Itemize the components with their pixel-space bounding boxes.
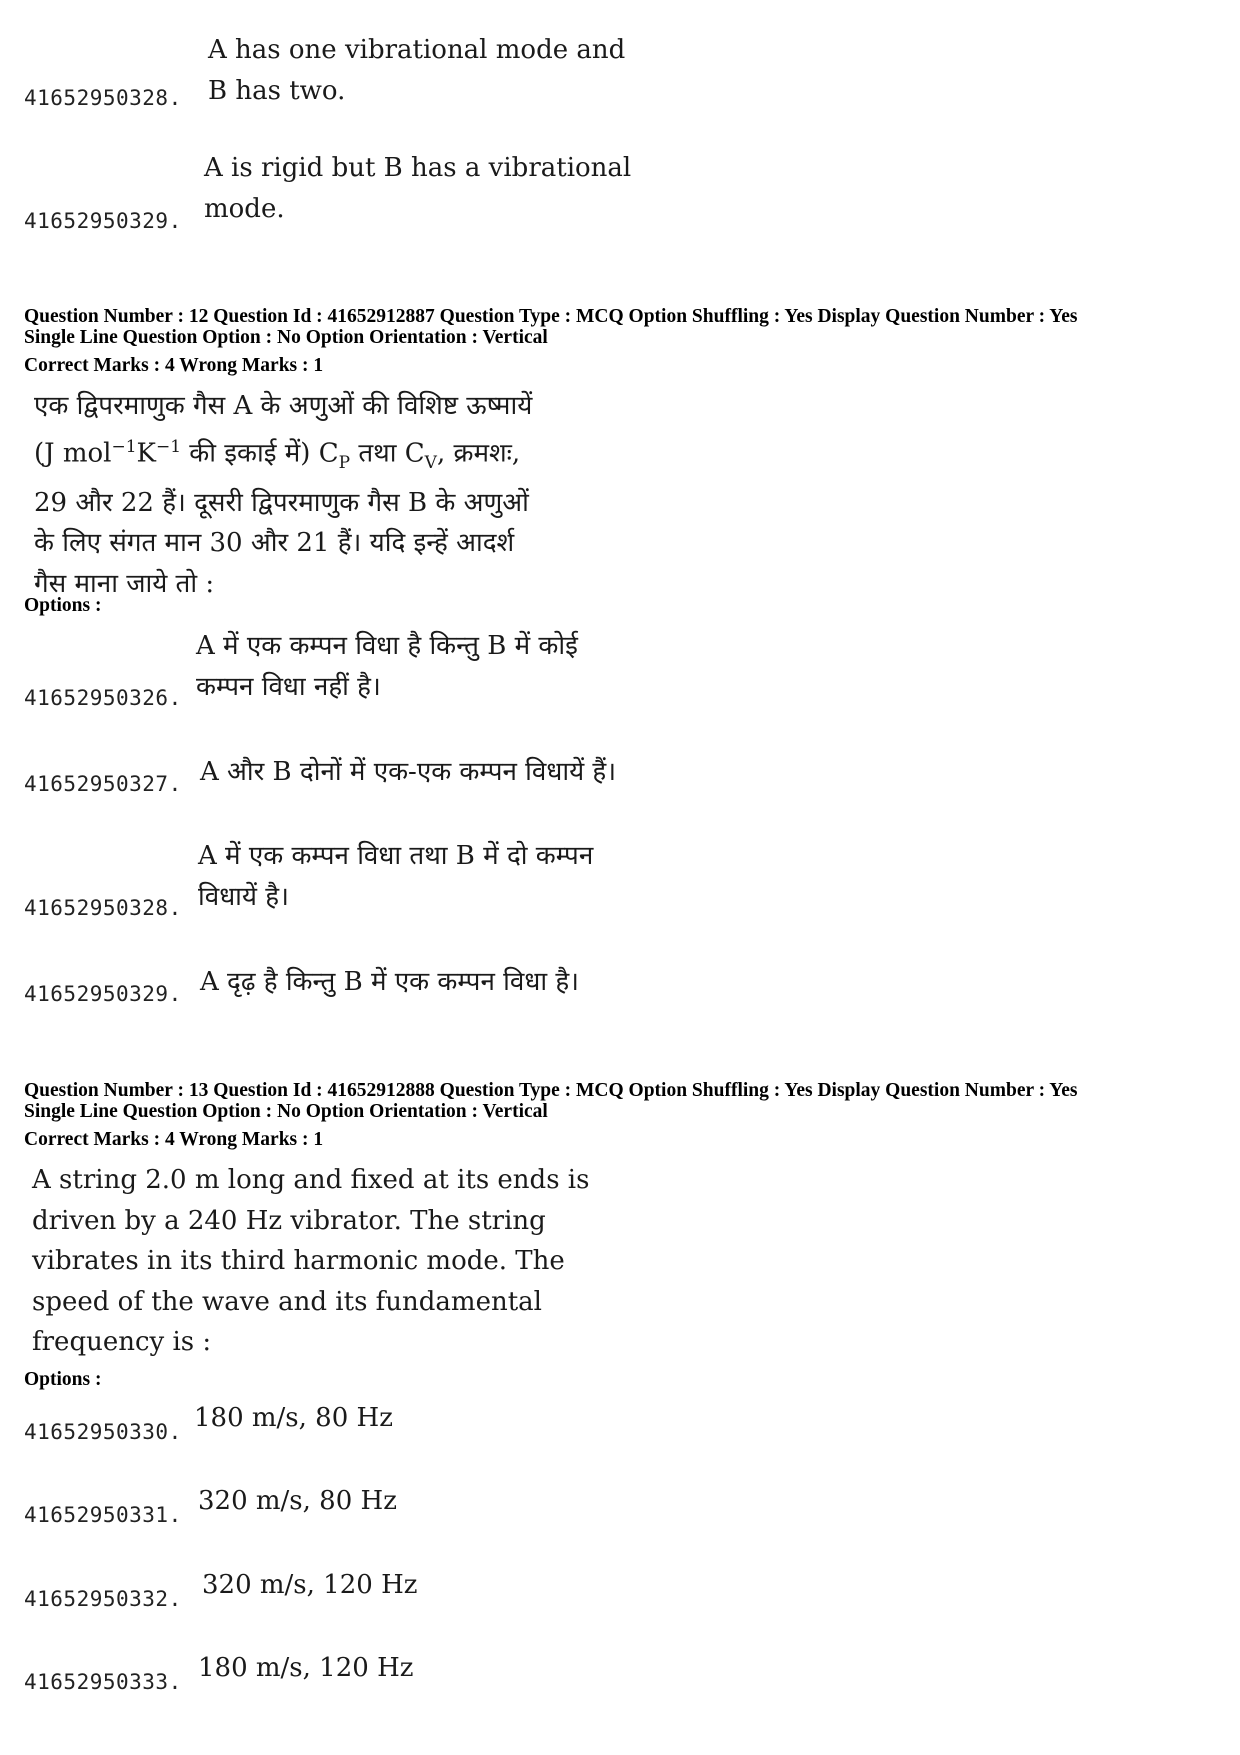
- options-label: Options :: [24, 1369, 102, 1390]
- question-marks: Correct Marks : 4 Wrong Marks : 1: [24, 355, 324, 376]
- options-label: Options :: [24, 595, 102, 616]
- superscript: −1: [111, 436, 137, 457]
- option-id: 41652950329.: [24, 209, 182, 233]
- question-line: एक द्विपरमाणुक गैस A के अणुओं की विशिष्ट ऊष्मायें: [34, 391, 533, 421]
- option-text: A में एक कम्पन विधा तथा B में दो कम्पन विधायें है।: [198, 841, 594, 912]
- question-meta: Single Line Question Option : No Option Orientation : Vertical: [24, 1101, 548, 1122]
- unit-text: K: [136, 438, 156, 469]
- option-text: A is rigid but B has a vibrational mode.: [204, 153, 632, 224]
- option-id: 41652950333.: [24, 1670, 182, 1694]
- option-text: A और B दोनों में एक-एक कम्पन विधायें हैं।: [200, 757, 617, 787]
- option-text: 320 m/s, 120 Hz: [202, 1570, 418, 1600]
- unit-text: तथा C: [350, 438, 425, 469]
- question-text: [32, 1160, 592, 1363]
- unit-text: की इकाई में) C: [181, 438, 339, 469]
- subscript: V: [424, 452, 437, 473]
- option-id: 41652950329.: [24, 982, 182, 1006]
- option-text: A दृढ़ है किन्तु B में एक कम्पन विधा है।: [200, 967, 579, 997]
- question-line: speed of the wave and its fundamental: [32, 1286, 542, 1317]
- option-text: 180 m/s, 120 Hz: [198, 1653, 414, 1683]
- question-text: [34, 386, 554, 604]
- option-id: 41652950326.: [24, 686, 182, 710]
- option-id: 41652950327.: [24, 772, 182, 796]
- option-id: 41652950328.: [24, 86, 182, 110]
- option-id: 41652950331.: [24, 1503, 182, 1527]
- option-text: 180 m/s, 80 Hz: [194, 1403, 393, 1433]
- question-line: [34, 427, 554, 483]
- question-meta: Single Line Question Option : No Option Orientation : Vertical: [24, 327, 548, 348]
- unit-text: (J mol: [34, 438, 112, 469]
- unit-text: , क्रमशः,: [436, 438, 521, 469]
- option-id: 41652950328.: [24, 896, 182, 920]
- subscript: P: [338, 452, 351, 473]
- question-marks: Correct Marks : 4 Wrong Marks : 1: [24, 1129, 324, 1150]
- superscript: −1: [155, 436, 182, 457]
- option-text: A में एक कम्पन विधा है किन्तु B में कोई कम्पन विधा नहीं है।: [196, 631, 578, 702]
- question-meta: Question Number : 12 Question Id : 41652912887 Question Type : MCQ Option Shuffling : Yes Display Question Number : Yes: [24, 306, 1078, 327]
- question-line: A string 2.0 m long and fixed at its ends is: [32, 1165, 590, 1195]
- question-line: driven by a 240 Hz vibrator. The string: [32, 1205, 546, 1236]
- question-line: vibrates in its third harmonic mode. The: [32, 1246, 565, 1276]
- question-line: frequency is :: [32, 1327, 212, 1357]
- option-text: A has one vibrational mode and B has two.: [208, 35, 626, 106]
- option-id: 41652950332.: [24, 1587, 182, 1611]
- question-line: के लिए संगत मान 30 और 21 हैं। यदि इन्हें आदर्श: [34, 528, 515, 559]
- option-id: 41652950330.: [24, 1420, 182, 1444]
- question-meta: Question Number : 13 Question Id : 41652912888 Question Type : MCQ Option Shuffling : Yes Display Question Number : Yes: [24, 1080, 1078, 1101]
- question-line: 29 और 22 हैं। दूसरी द्विपरमाणुक गैस B के अणुओं: [34, 487, 529, 518]
- option-text: 320 m/s, 80 Hz: [198, 1486, 397, 1516]
- question-line: गैस माना जाये तो :: [34, 568, 215, 599]
